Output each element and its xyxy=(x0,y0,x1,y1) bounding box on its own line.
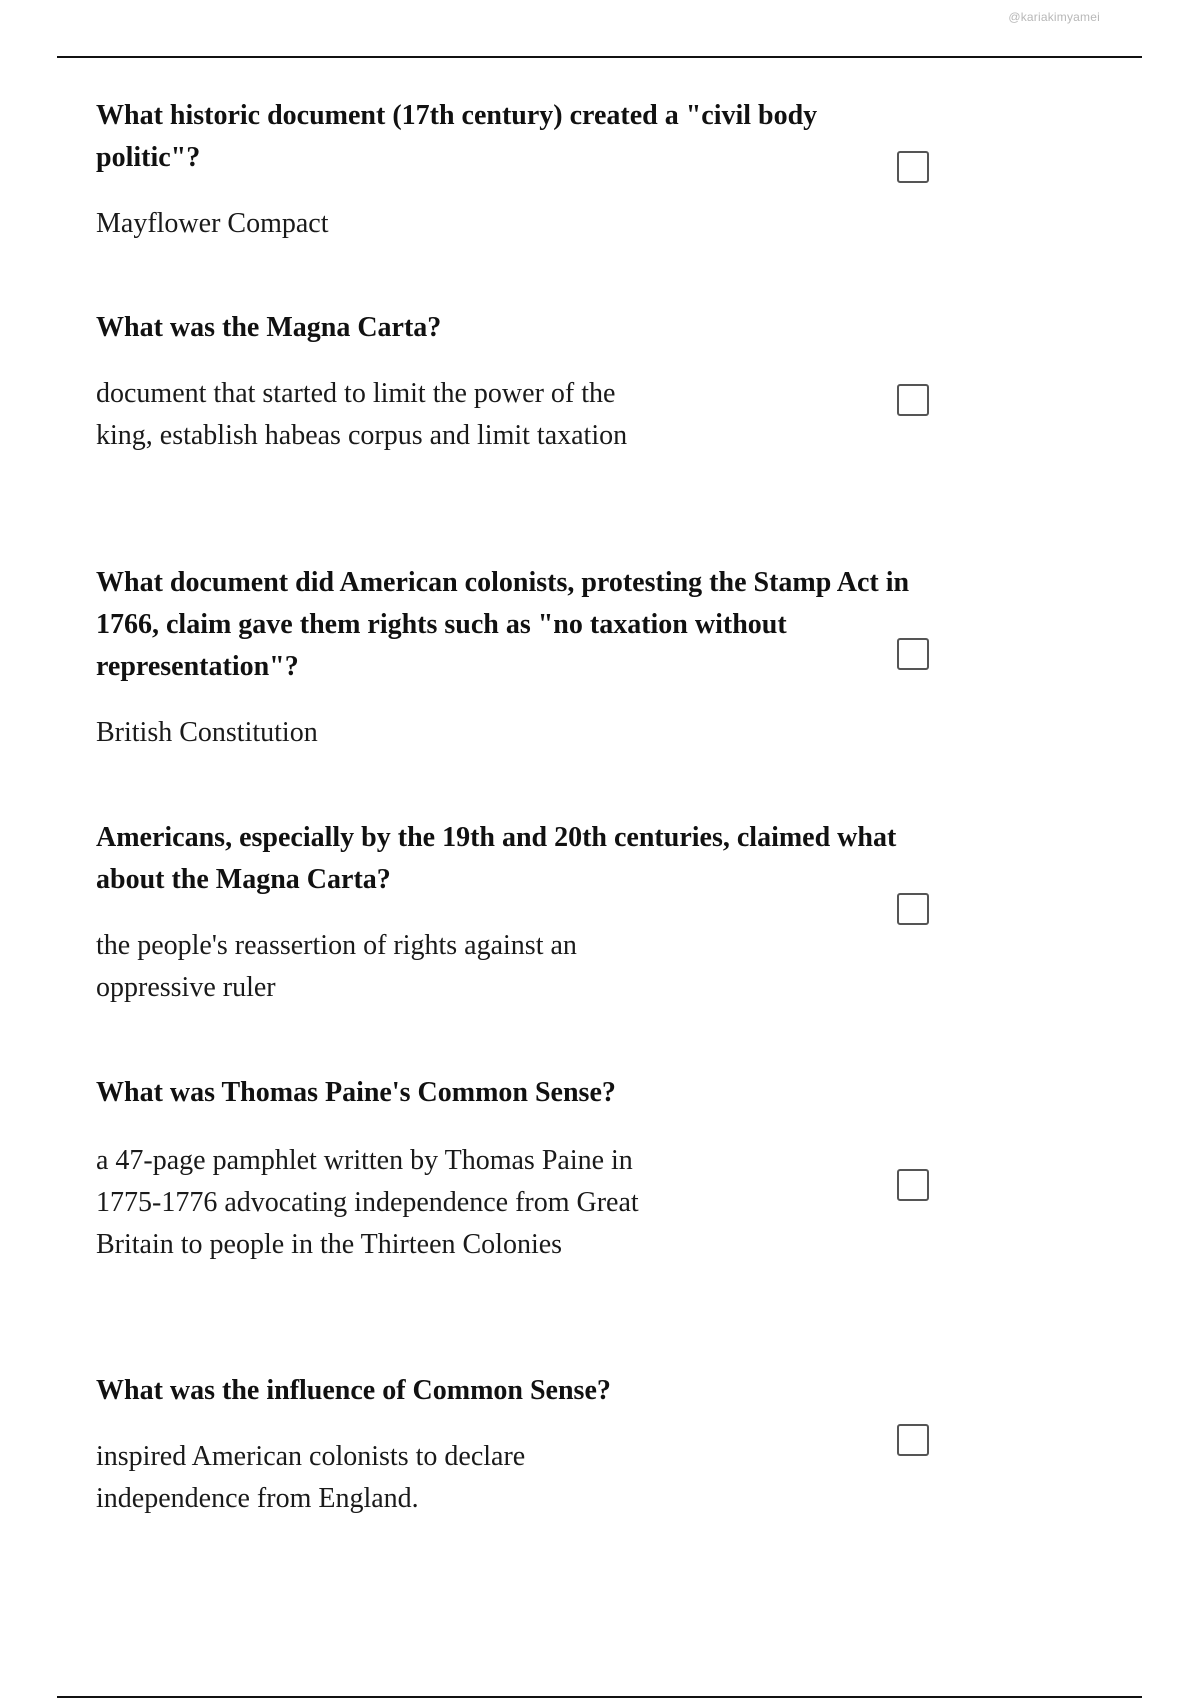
bottom-divider xyxy=(57,1696,1142,1698)
checkbox-card-2[interactable] xyxy=(897,384,929,416)
checkbox-card-1[interactable] xyxy=(897,151,929,183)
question-text: What document did American colonists, protesting the Stamp Act in 1766, claim gave them rights such as "no taxation without representation"? xyxy=(96,567,910,682)
question-text: What historic document (17th century) created a "civil body politic"? xyxy=(96,100,818,173)
answer-text: British Constitution xyxy=(96,717,318,748)
answer-text: inspired American colonists to declare independence from England. xyxy=(96,1441,526,1514)
answer-text: Mayflower Compact xyxy=(96,208,329,239)
flashcard-3 xyxy=(96,562,1096,754)
question-text: Americans, especially by the 19th and 20th centuries, claimed what about the Magna Carta? xyxy=(96,822,897,895)
checkbox-card-3[interactable] xyxy=(897,638,929,670)
answer-text: document that started to limit the power of the king, establish habeas corpus and limit taxation xyxy=(96,378,628,451)
flashcard-5 xyxy=(96,1072,1096,1266)
flashcard-1 xyxy=(96,95,1096,245)
question-text: What was the Magna Carta? xyxy=(96,312,442,343)
flashcard-2 xyxy=(96,307,1096,457)
checkbox-card-5[interactable] xyxy=(897,1169,929,1201)
watermark-text: @kariakimyamei xyxy=(1008,10,1100,24)
answer-text: a 47-page pamphlet written by Thomas Paine in 1775-1776 advocating independence from Great Britain to people in the Thirteen Colonies xyxy=(96,1145,639,1260)
flashcard-4 xyxy=(96,817,1096,1009)
answer-text: the people's reassertion of rights against an oppressive ruler xyxy=(96,930,577,1003)
question-text: What was the influence of Common Sense? xyxy=(96,1375,611,1406)
top-divider xyxy=(57,56,1142,58)
question-text: What was Thomas Paine's Common Sense? xyxy=(96,1077,616,1108)
flashcard-6 xyxy=(96,1370,1096,1520)
checkbox-card-6[interactable] xyxy=(897,1424,929,1456)
checkbox-card-4[interactable] xyxy=(897,893,929,925)
